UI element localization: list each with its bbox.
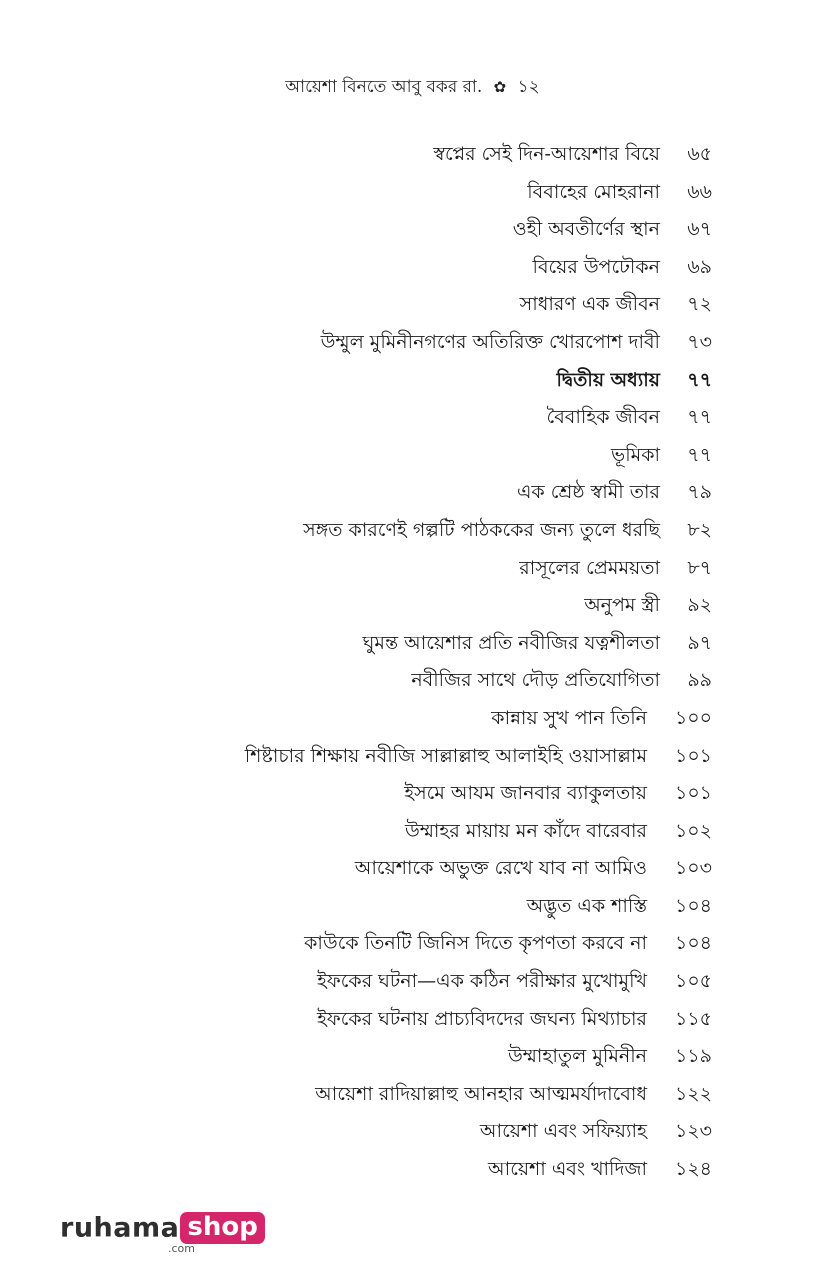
toc-entry[interactable] [0, 1038, 825, 1076]
toc-entry[interactable] [0, 474, 825, 512]
toc-entry-title: আয়েশা এবং খাদিজা [488, 1158, 647, 1181]
toc-entry-page: ৯৯ [687, 669, 712, 692]
toc-entry-page: ৬৫ [687, 143, 712, 165]
toc-entry[interactable] [0, 1151, 825, 1189]
toc-entry-title: ঘুমন্ত আয়েশার প্রতি নবীজির যত্নশীলতা [362, 631, 660, 654]
toc-entry[interactable] [0, 1076, 825, 1114]
toc-entry[interactable] [0, 850, 825, 888]
toc-entry-title: রাসূলের প্রেমময়তা [519, 556, 660, 579]
toc-entry-title: উম্মুল মুমিনীনগণের অতিরিক্ত খোরপোশ দাবী [320, 330, 660, 353]
toc-entry-title: সাধারণ এক জীবন [519, 293, 660, 316]
toc-entry[interactable] [0, 700, 825, 738]
table-of-contents [0, 136, 825, 1189]
toc-entry-page: ৭৩ [687, 330, 712, 353]
toc-entry-page: ১০৩ [674, 857, 712, 880]
logo-domain-text: .com [168, 1242, 195, 1255]
toc-entry-page: ৭৭ [687, 443, 712, 466]
header-book-title: আয়েশা বিনতে আবু বকর রা. [285, 77, 483, 97]
toc-entry[interactable] [0, 813, 825, 851]
toc-entry-title: আয়েশাকে অভুক্ত রেখে যাব না আমিও [354, 857, 647, 880]
toc-entry[interactable] [0, 174, 825, 212]
toc-entry[interactable] [0, 662, 825, 700]
toc-entry-title: উম্মাহাতুল মুমিনীন [507, 1045, 647, 1068]
logo-brand-text: ruhama [60, 1212, 180, 1244]
toc-entry-title: ওহী অবতীর্ণের স্থান [512, 218, 660, 241]
toc-entry-page: ১২৪ [674, 1158, 712, 1181]
toc-entry[interactable] [0, 211, 825, 249]
toc-entry-title: এক শ্রেষ্ঠ স্বামী তার [516, 481, 660, 504]
running-header [0, 74, 825, 102]
toc-entry-title: নবীজির সাথে দৌড় প্রতিযোগিতা [411, 669, 660, 692]
toc-entry[interactable] [0, 249, 825, 287]
toc-entry-title: কাউকে তিনটি জিনিস দিতে কৃপণতা করবে না [304, 932, 647, 955]
toc-entry-title: উম্মাহর মায়ায় মন কাঁদে বারেবার [405, 819, 647, 842]
toc-entry-title: কান্নায় সুখ পান তিনি [491, 706, 647, 729]
toc-entry[interactable] [0, 738, 825, 776]
toc-entry-page: ১১৫ [675, 1007, 712, 1030]
toc-entry[interactable] [0, 437, 825, 475]
ruhamashop-logo[interactable] [60, 1212, 265, 1255]
toc-entry-title: শিষ্টাচার শিক্ষায় নবীজি সাল্লাল্লাহু আলাইহি ওয়াসাল্লাম [244, 744, 647, 767]
toc-entry-title: আয়েশা রাদিয়াল্লাহু আনহার আত্মমর্যাদাবোধ [315, 1082, 647, 1105]
toc-entry-title: বৈবাহিক জীবন [546, 406, 660, 429]
toc-entry-title: ইফকের ঘটনা—এক কঠিন পরীক্ষার মুখোমুখি [317, 970, 647, 993]
toc-entry-title: অনুপম স্ত্রী [584, 594, 660, 617]
toc-entry-page: ১০৫ [674, 970, 712, 993]
toc-entry-page: ৭২ [687, 293, 712, 316]
toc-entry[interactable] [0, 587, 825, 625]
toc-entry[interactable] [0, 625, 825, 663]
toc-chapter-title: দ্বিতীয় অধ্যায় [556, 368, 660, 391]
toc-entry[interactable] [0, 1001, 825, 1039]
toc-entry-title: ইসমে আযম জানবার ব্যাকুলতায় [404, 782, 647, 805]
toc-entry-title: সঙ্গত কারণেই গল্পটি পাঠককের জন্য তুলে ধরছি [303, 518, 660, 541]
toc-chapter-page: ৭৭ [687, 368, 712, 391]
toc-entry[interactable] [0, 399, 825, 437]
toc-entry-page: ৮২ [687, 518, 712, 541]
toc-entry-page: ১০৪ [674, 932, 712, 955]
toc-entry[interactable] [0, 963, 825, 1001]
toc-entry-page: ১১৯ [675, 1045, 712, 1068]
toc-entry-title: ভূমিকা [611, 443, 660, 466]
toc-entry[interactable] [0, 286, 825, 324]
toc-entry[interactable] [0, 550, 825, 588]
toc-entry[interactable] [0, 1113, 825, 1151]
toc-entry-page: ১২৩ [674, 1120, 712, 1143]
toc-entry-title: স্বপ্নের সেই দিন-আয়েশার বিয়ে [433, 143, 660, 165]
toc-entry-page: ৬৯ [687, 255, 712, 278]
toc-entry[interactable] [0, 888, 825, 926]
toc-entry[interactable] [0, 324, 825, 362]
header-page-number: ১২ [517, 77, 540, 97]
toc-entry[interactable] [0, 136, 825, 174]
toc-entry-page: ৬৭ [687, 218, 712, 241]
toc-entry-page: ৯৭ [687, 631, 712, 654]
toc-entry-page: ১০২ [674, 819, 712, 842]
toc-entry[interactable] [0, 925, 825, 963]
toc-entry-page: ১২২ [674, 1082, 712, 1105]
logo-shop-badge: shop [180, 1212, 264, 1244]
toc-entry-page: ১০৪ [674, 894, 712, 917]
toc-entry-title: বিয়ের উপঢৌকন [532, 255, 660, 278]
toc-entry-page: ৭৯ [687, 481, 712, 504]
toc-entry-title: আয়েশা এবং সফিয়্যাহ [479, 1120, 647, 1143]
toc-entry-page: ১০০ [674, 706, 712, 729]
toc-entry-page: ৭৭ [687, 406, 712, 429]
toc-entry-page: ৮৭ [687, 556, 712, 579]
flower-ornament-icon: ✿ [493, 78, 507, 96]
toc-entry-title: বিবাহের মোহরানা [527, 180, 660, 203]
toc-entry-title: অদ্ভুত এক শাস্তি [526, 894, 647, 917]
toc-entry-page: ৬৬ [687, 180, 712, 203]
toc-entry-page: ১০১ [674, 782, 712, 805]
toc-entry-page: ১০১ [674, 744, 712, 767]
toc-chapter-heading[interactable] [0, 362, 825, 400]
toc-entry[interactable] [0, 775, 825, 813]
toc-entry-title: ইফকের ঘটনায় প্রাচ্যবিদদের জঘন্য মিথ্যাচার [316, 1007, 647, 1030]
toc-entry[interactable] [0, 512, 825, 550]
toc-entry-page: ৯২ [687, 594, 712, 617]
